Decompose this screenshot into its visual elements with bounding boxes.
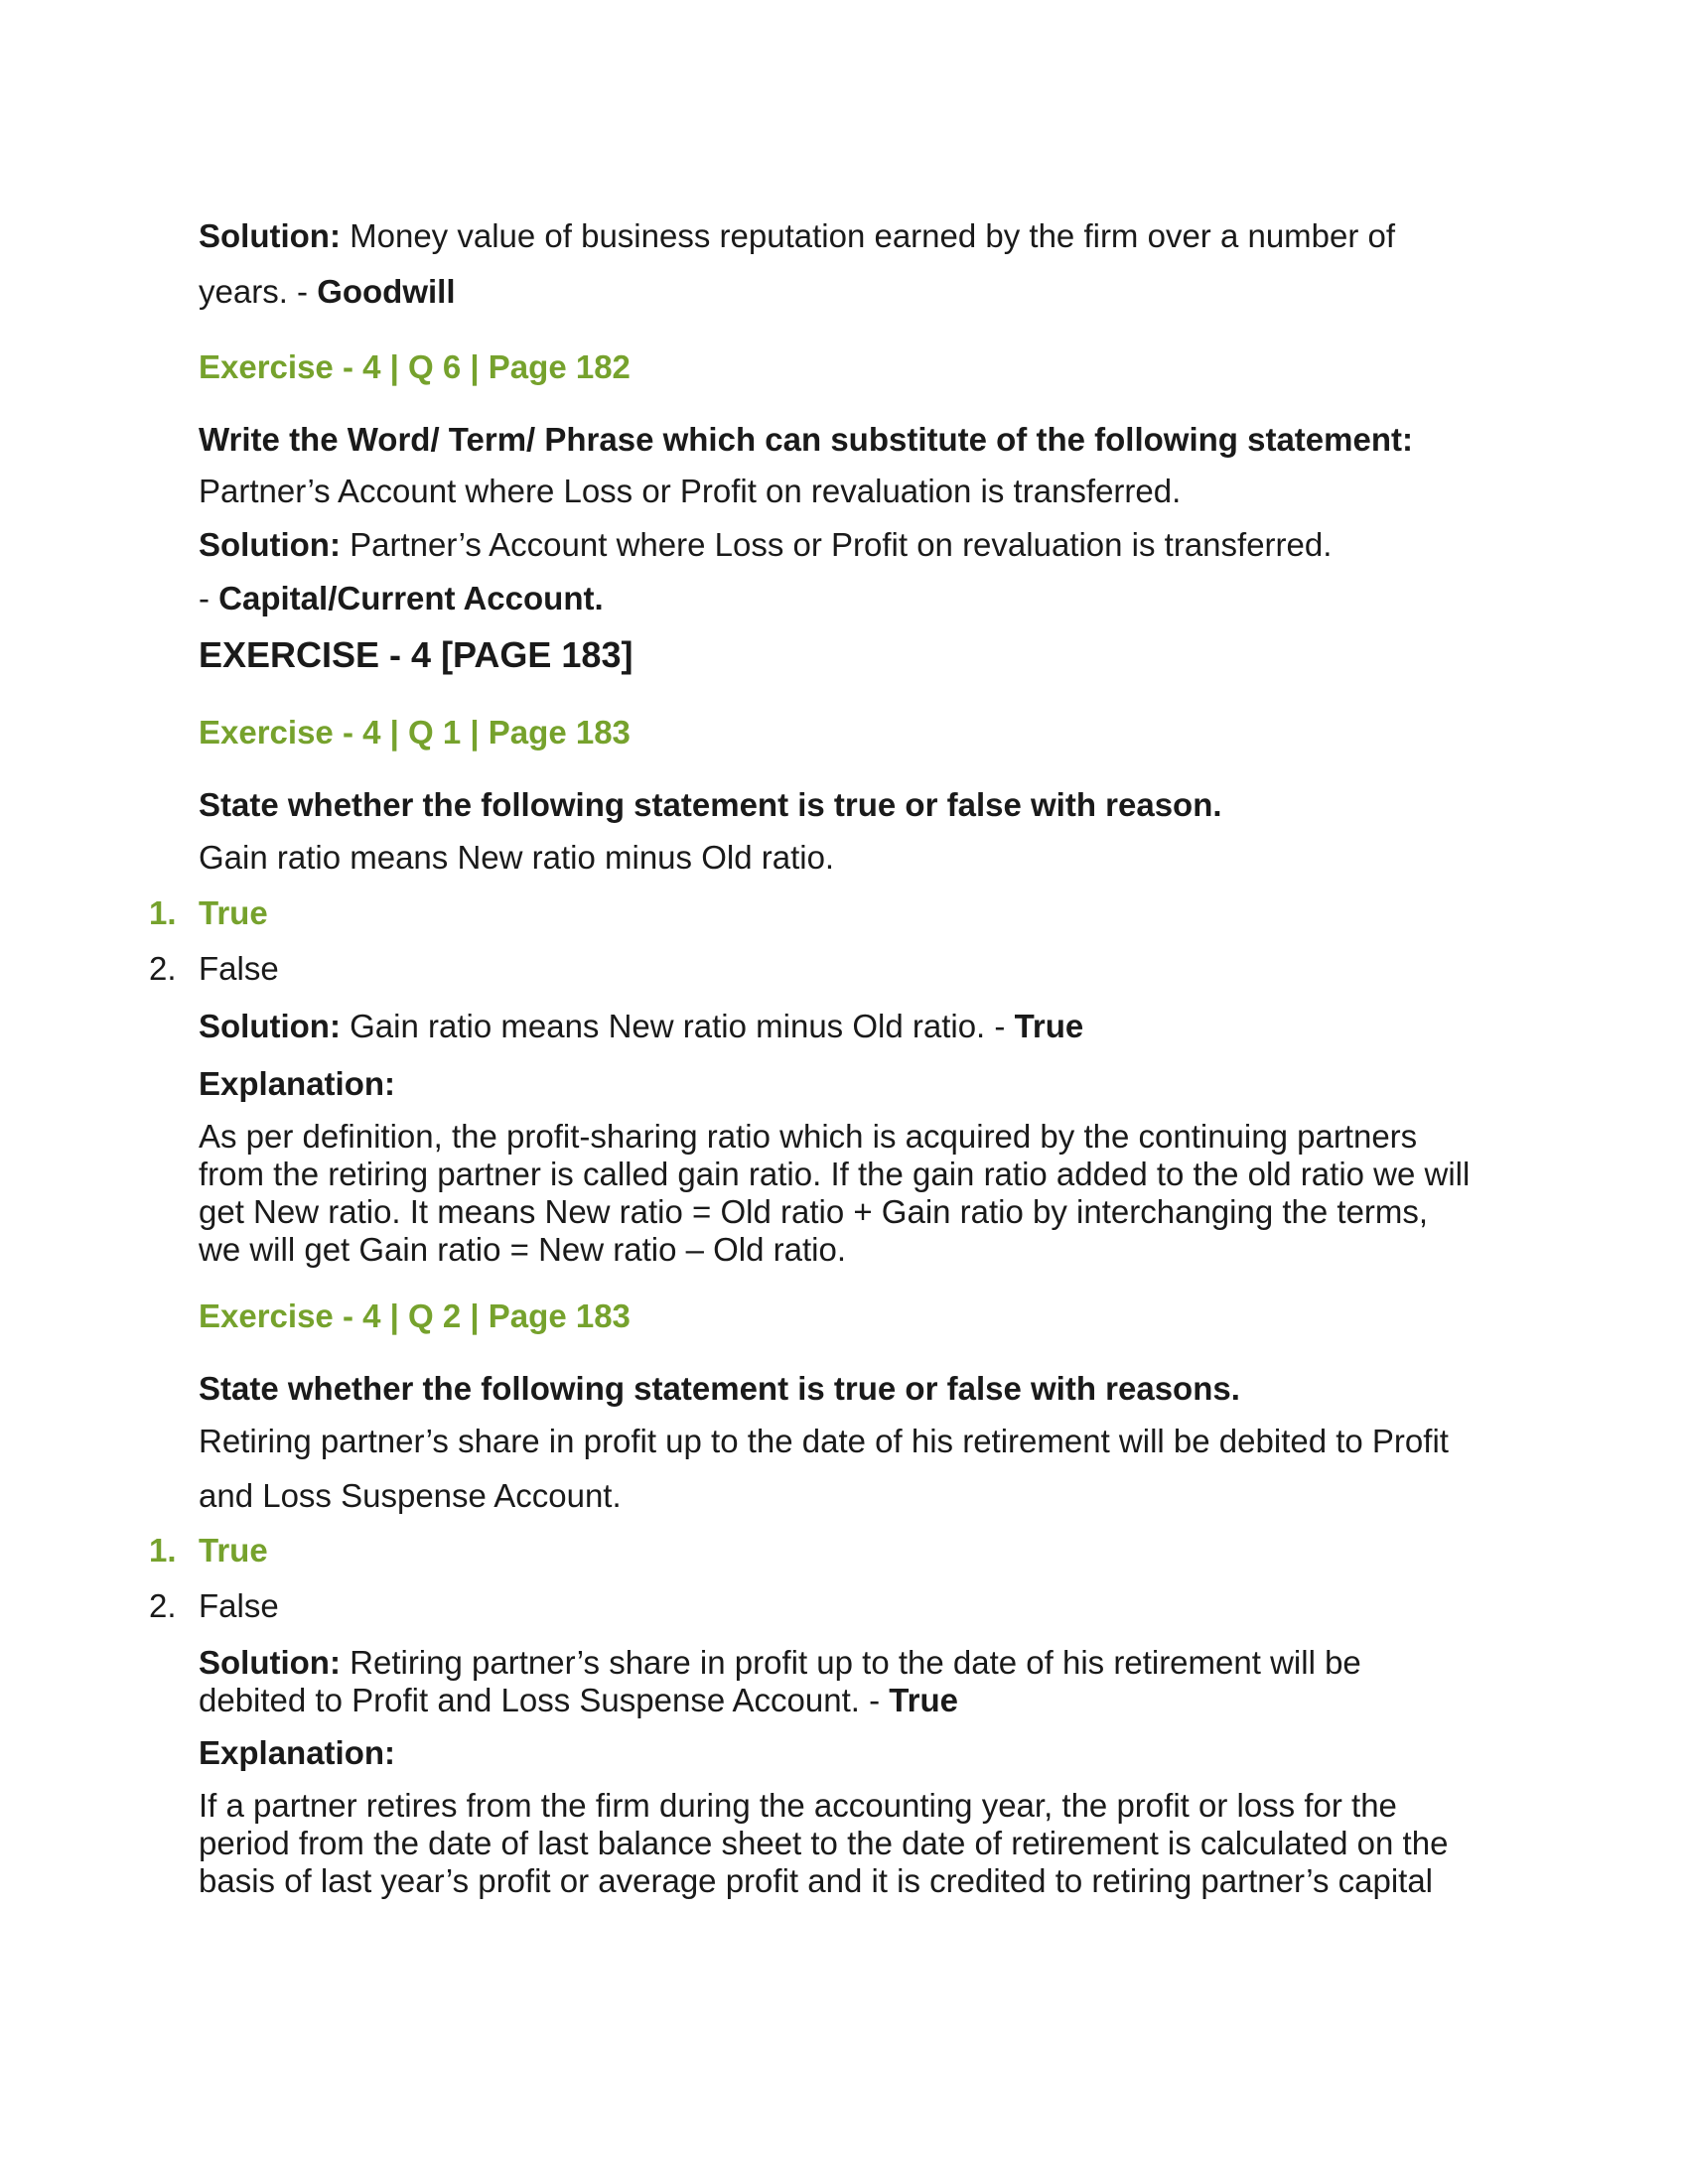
explanation-line: As per definition, the profit-sharing ratio which is acquired by the continuing partners: [199, 1118, 1418, 1155]
option: [149, 1578, 1509, 1634]
option-label: False: [199, 950, 279, 987]
solution-label: Solution:: [199, 526, 341, 563]
explanation-text: [199, 1787, 1509, 1900]
instruction-text: State whether the following statement is true or false with reason.: [199, 786, 1222, 823]
solution-paragraph: [199, 208, 1509, 264]
option-number: 1.: [149, 1532, 177, 1569]
instruction-text: Write the Word/ Term/ Phrase which can substitute of the following statement:: [199, 421, 1413, 458]
option-number: 2.: [149, 1587, 177, 1624]
solution-paragraph: [199, 518, 1509, 572]
option-label: True: [199, 894, 268, 931]
solution-line: [199, 1644, 1509, 1682]
instruction-text: State whether the following statement is true or false with reasons.: [199, 1370, 1240, 1407]
question-reference[interactable]: Exercise - 4 | Q 2 | Page 183: [199, 1297, 631, 1334]
question-instruction: [199, 415, 1509, 465]
option-correct: [149, 886, 1509, 941]
question-statement: Partner’s Account where Loss or Profit on revaluation is transferred.: [199, 473, 1182, 509]
answer-prefix: -: [199, 580, 219, 616]
option-label: False: [199, 1587, 279, 1624]
question-instruction: [199, 1364, 1509, 1414]
explanation-line: from the retiring partner is called gain ratio. If the gain ratio added to the old ratio we will: [199, 1156, 1471, 1192]
explanation-label: [199, 1056, 1509, 1112]
solution-paragraph: [199, 1644, 1509, 1719]
section-heading: EXERCISE - 4 [PAGE 183]: [199, 634, 633, 675]
solution-label: Solution:: [199, 217, 341, 254]
option-number: 1.: [149, 894, 177, 931]
explanation-line: get New ratio. It means New ratio = Old ratio + Gain ratio by interchanging the terms,: [199, 1193, 1429, 1230]
page-content: [149, 208, 1509, 1900]
solution-text: years. -: [199, 273, 318, 310]
solution-paragraph-cont: [199, 264, 1509, 320]
option-correct: [149, 1523, 1509, 1578]
explanation-label-text: Explanation:: [199, 1065, 396, 1102]
question-reference[interactable]: Exercise - 4 | Q 6 | Page 182: [199, 348, 631, 385]
question-statement-cont: and Loss Suspense Account.: [199, 1477, 622, 1514]
solution-text: debited to Profit and Loss Suspense Account. -: [199, 1682, 890, 1718]
option-number: 2.: [149, 950, 177, 987]
solution-line: [199, 1682, 1509, 1719]
solution-text: Gain ratio means New ratio minus Old ratio. -: [340, 1008, 1015, 1044]
solution-text: Partner’s Account where Loss or Profit on revaluation is transferred.: [340, 526, 1333, 563]
solution-text: Retiring partner’s share in profit up to the date of his retirement will be: [340, 1644, 1361, 1681]
solution-text: Money value of business reputation earned by the firm over a number of: [340, 217, 1396, 254]
explanation-line: period from the date of last balance sheet to the date of retirement is calculated on the: [199, 1825, 1449, 1861]
option: [149, 941, 1509, 997]
answer-text: Capital/Current Account.: [218, 580, 604, 616]
explanation-label: [199, 1725, 1509, 1781]
answer-text: Goodwill: [317, 273, 456, 310]
option-label: True: [199, 1532, 268, 1569]
question-reference[interactable]: Exercise - 4 | Q 1 | Page 183: [199, 714, 631, 751]
solution-label: Solution:: [199, 1644, 341, 1681]
question-statement: Gain ratio means New ratio minus Old ratio.: [199, 839, 835, 876]
explanation-line: basis of last year’s profit or average profit and it is credited to retiring partner’s capital: [199, 1862, 1434, 1899]
explanation-line: If a partner retires from the firm during the accounting year, the profit or loss for the: [199, 1787, 1397, 1824]
answer-text: True: [889, 1682, 958, 1718]
solution-paragraph: [199, 997, 1509, 1056]
explanation-line: we will get Gain ratio = New ratio – Old ratio.: [199, 1231, 847, 1268]
solution-label: Solution:: [199, 1008, 341, 1044]
question-statement: Retiring partner’s share in profit up to the date of his retirement will be debited to Profit: [199, 1423, 1449, 1459]
explanation-text: [199, 1118, 1509, 1269]
question-instruction: [199, 780, 1509, 830]
answer-text: True: [1014, 1008, 1084, 1044]
answer-line: [199, 572, 1509, 625]
explanation-label-text: Explanation:: [199, 1734, 396, 1771]
